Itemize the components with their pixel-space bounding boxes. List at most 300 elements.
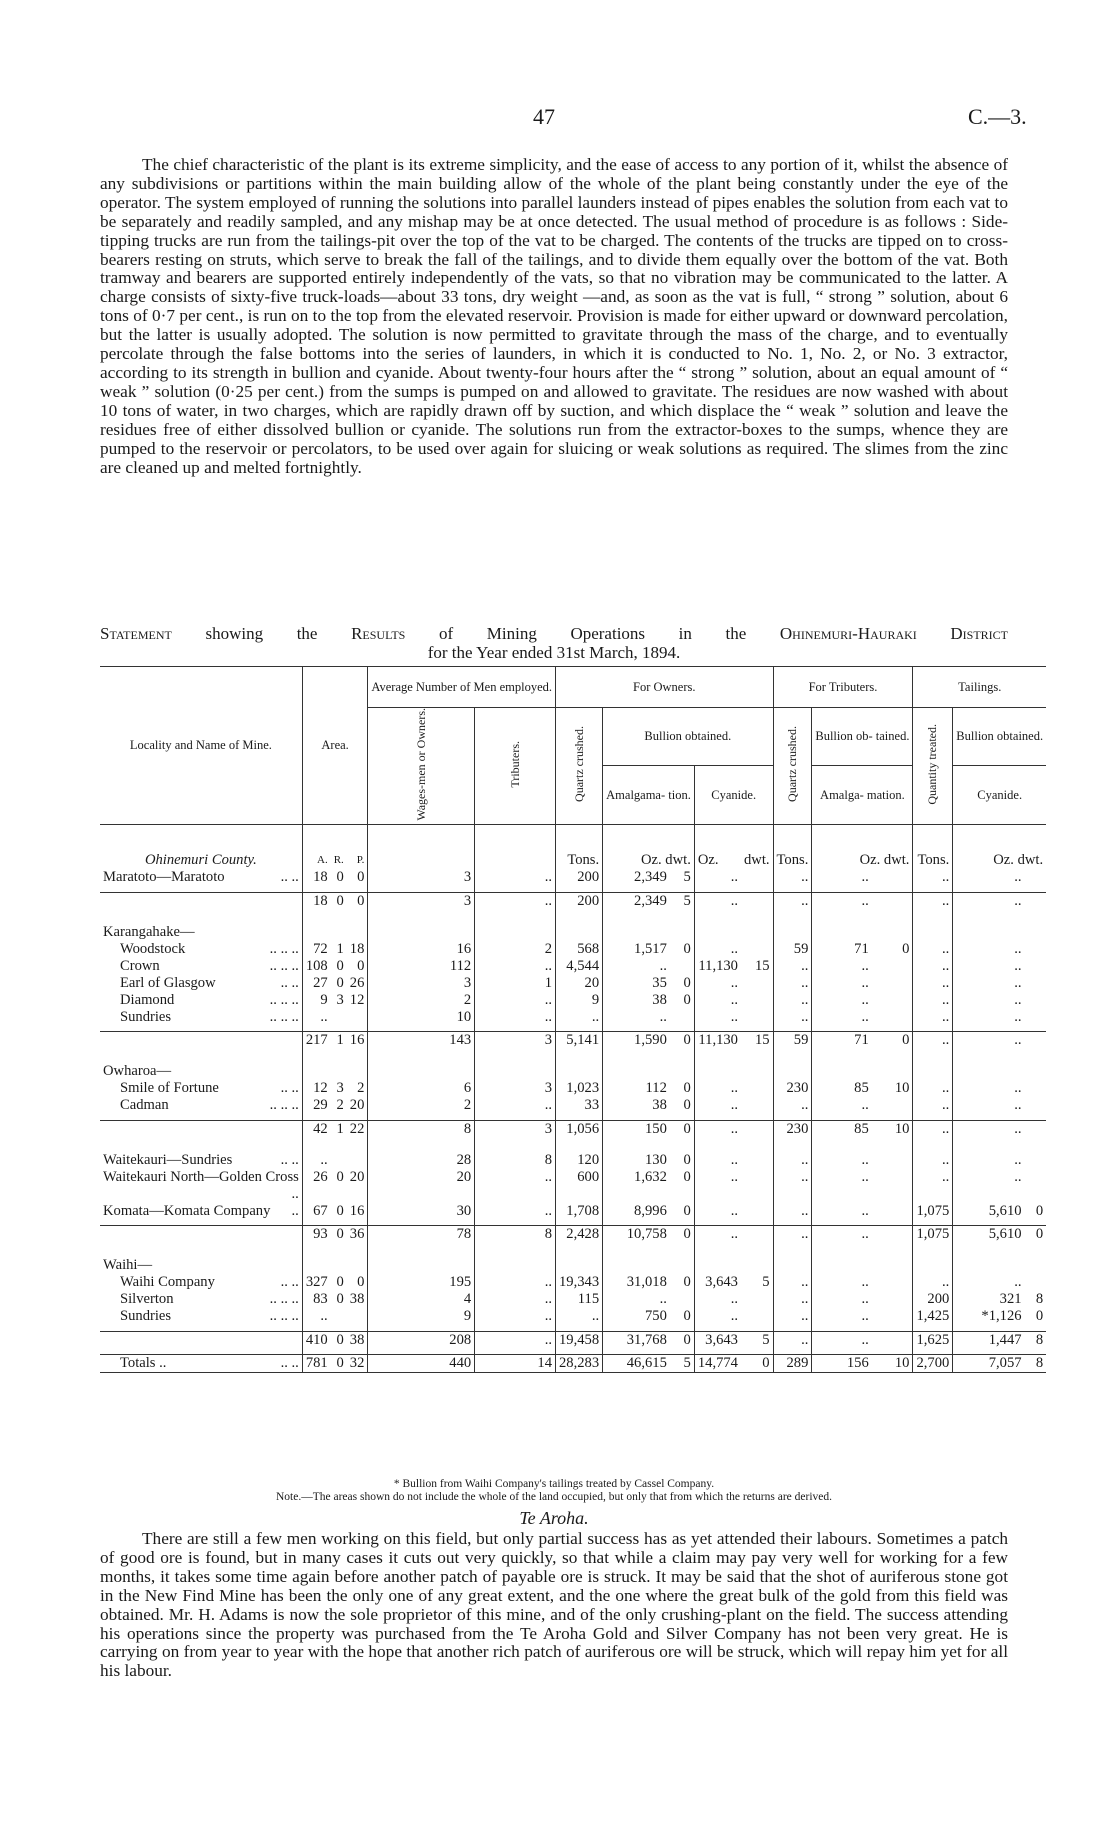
cell-a: 327 — [302, 1274, 330, 1291]
cell-qt: .. — [913, 1274, 953, 1291]
cell-qc: 20 — [556, 975, 603, 992]
cell-cyo: .. — [694, 975, 741, 992]
cell-p: 38 — [349, 1291, 365, 1308]
cell-cyo: .. — [694, 1152, 741, 1169]
cell-qc: 9 — [556, 992, 603, 1009]
cell-r: 1 — [336, 1120, 344, 1137]
cell-tbo: .. — [812, 869, 872, 886]
cell-r: 3 — [336, 1080, 344, 1097]
cell-tbo: .. — [812, 992, 872, 1009]
cell-amd: 0 — [683, 1202, 691, 1219]
cell-tcd — [1025, 892, 1047, 910]
table-row — [100, 1274, 1046, 1291]
cell-tbo: .. — [812, 1226, 872, 1244]
mine-name: Earl of Glasgow — [120, 974, 216, 991]
cell-cyd — [741, 1203, 773, 1220]
total-tco: 7,057 — [953, 1355, 1025, 1373]
cell-tco: 5,610 — [953, 1203, 1025, 1220]
leader-dots: .. .. — [280, 1355, 299, 1372]
group-heading — [100, 924, 1046, 941]
cell-tbo: .. — [812, 1169, 872, 1203]
mine-name: Waitekauri—Sundries — [103, 1151, 233, 1168]
totals-row — [100, 1355, 1046, 1373]
cell-tq: .. — [773, 1169, 812, 1203]
document-reference: C.—3. — [968, 104, 1027, 129]
totals-label: Totals .. — [120, 1355, 167, 1372]
cell-tcd: 0 — [1035, 1202, 1044, 1219]
cell-tbo: .. — [812, 1274, 872, 1291]
cell-cyo: .. — [694, 892, 741, 910]
cell-wm: 28 — [368, 1152, 475, 1169]
statement-district: Ohinemuri-Hauraki District — [779, 624, 1009, 643]
total-tbd: 10 — [894, 1355, 910, 1372]
cell-tr: .. — [475, 1331, 556, 1349]
cell-qc: 120 — [556, 1152, 603, 1169]
cell-tq: .. — [773, 1274, 812, 1291]
cell-amo: 31,018 — [603, 1274, 670, 1291]
cell-tr: .. — [475, 869, 556, 886]
cell-r: 1 — [336, 940, 344, 957]
header-amalgamation: Amalgama- tion. — [603, 766, 695, 824]
cell-cyd — [741, 1120, 773, 1138]
mine-name: Sundries — [120, 1008, 172, 1025]
cell-p: 0 — [357, 892, 365, 909]
statement-period: for the Year ended 31st March, 1894. — [427, 643, 681, 662]
mine-name: Komata—Komata Company — [103, 1202, 271, 1219]
cell-tq: 59 — [773, 1032, 812, 1050]
cell-tq: .. — [773, 869, 812, 886]
cell-amo: 112 — [603, 1080, 670, 1097]
total-tr: 14 — [475, 1355, 556, 1373]
table-row — [100, 1169, 1046, 1203]
unit-tons: Tons. — [773, 852, 812, 869]
cell-tbd — [872, 992, 913, 1009]
cell-amo: .. — [603, 958, 670, 975]
cell-a: 93 — [302, 1226, 330, 1244]
cell-wm: 9 — [368, 1308, 475, 1325]
units-row — [100, 852, 1046, 869]
cell-qt: .. — [913, 1080, 953, 1097]
footnote-areas: Note.—The areas shown do not include the whole of the land occupied, but only that from which the returns are derived. — [276, 1491, 832, 1503]
header-cyanide: Cyanide. — [694, 766, 773, 824]
cell-qt: .. — [913, 1009, 953, 1026]
cell-a: 18 — [302, 869, 330, 886]
header-for-owners: For Owners. — [556, 667, 774, 708]
cell-p: 0 — [357, 869, 365, 886]
county-name: Ohinemuri County. — [144, 852, 257, 869]
group-heading — [100, 1257, 1046, 1274]
cell-cyd — [741, 992, 773, 1009]
cell-tbd: 0 — [902, 1032, 910, 1049]
paragraph-plant-description: The chief characteristic of the plant is its extreme simplicity, and the ease of access to any portion of it, whilst the absence of any subdivisions or partitions within the main building allow of the whole of the plant being constantly under the eye of the operator. The system employed of running the solutions into parallel launders instead of pipes enables the solution from each vat to be separately and readily sampled, and any mishap may be at once detected. The usual method of procedure is as follows : Side-tipping trucks are run from the tailings-pit over the top of the vat to be charged. The contents of the trucks are tipped on to cross-bearers resting on struts, which serve to break the fall of the tailings, and to divide them equally over the bottom of the vat. Both tramway and bearers are supported entirely independently of the vats, so that no vibration may be communicated to the latter. A charge consists of sixty-five truck-loads—about 33 tons, dry weight —and, as soon as the vat is full, “ strong ” solution, about 6 tons of 0·7 per cent., is run on to the top from the elevated reservoir. Provision is made for either upward or downward percolation, but the latter is usually adopted. The solution is now permitted to gravitate through the mass of the charge, and to eventually percolate through the false bottoms into the series of launders, in which it is conducted to No. 1, No. 2, or No. 3 extractor, according to its strength in bullion and cyanide. About twenty-four hours after the “ strong ” solution, about an equal amount of “ weak ” solution (0·25 per cent.) from the sumps is pumped on and allowed to gravitate. The residues are now washed with about 10 tons of water, in two charges, which are rapidly drawn off by suction, and which displace the “ weak ” solution and leave the residues free of either dissolved bullion or cyanide. The solutions run from the extractor-boxes to the sumps, whence they are pumped to the reservoir or percolators, to be used over again for sluicing or weak solutions as required. The slimes from the zinc are cleaned up and melted fortnightly. — [100, 155, 1008, 477]
cell-cyo: 3,643 — [694, 1331, 741, 1349]
cell-cyo: .. — [694, 1097, 741, 1114]
cell-tcd: 0 — [1035, 1308, 1044, 1325]
cell-tcd: 8 — [1035, 1291, 1044, 1308]
mine-name: Waihi Company — [120, 1274, 215, 1291]
cell-tq: .. — [773, 992, 812, 1009]
cell-a: 18 — [302, 892, 330, 910]
cell-a: 83 — [302, 1291, 330, 1308]
cell-amo: 35 — [603, 975, 670, 992]
unit-oz-dwt: Oz. dwt. — [603, 852, 695, 869]
unit-acres: A. — [302, 852, 330, 869]
cell-tbd — [872, 1274, 913, 1291]
leader-dots: .. .. .. — [269, 1097, 299, 1114]
header-locality: Locality and Name of Mine. — [100, 667, 302, 825]
cell-tcd: 8 — [1035, 1331, 1044, 1348]
cell-amo: .. — [603, 1009, 670, 1026]
mine-name: Silverton — [120, 1291, 174, 1308]
cell-wm: 16 — [368, 941, 475, 958]
table-row — [100, 1308, 1046, 1325]
statement-word: Statement — [100, 624, 172, 643]
cell-cyd — [741, 1152, 773, 1169]
cell-tbo: .. — [812, 892, 872, 910]
cell-tq: .. — [773, 1009, 812, 1026]
cell-qt: 1,625 — [913, 1331, 953, 1349]
mine-name: Maratoto—Maratoto — [103, 869, 225, 886]
header-tributers: Tributers. — [475, 708, 556, 825]
cell-tco: .. — [953, 992, 1025, 1009]
unit-oz-dwt: Oz. dwt. — [812, 852, 913, 869]
cell-amo: 130 — [603, 1152, 670, 1169]
cell-tbd — [872, 958, 913, 975]
cell-amd — [670, 1291, 694, 1308]
cell-tco: 5,610 — [953, 1226, 1025, 1244]
subtotal-row — [100, 892, 1046, 910]
cell-amd: 0 — [683, 991, 691, 1008]
cell-tcd — [1025, 1274, 1047, 1291]
total-cyd: 0 — [762, 1355, 770, 1372]
cell-wm: 10 — [368, 1009, 475, 1026]
cell-tco: .. — [953, 1009, 1025, 1026]
cell-qc: 33 — [556, 1097, 603, 1114]
cell-p: 18 — [349, 940, 365, 957]
cell-tcd — [1025, 1032, 1047, 1050]
cell-a: 67 — [302, 1203, 330, 1220]
cell-tq: .. — [773, 1291, 812, 1308]
cell-qc: .. — [556, 1308, 603, 1325]
cell-amo: 1,632 — [603, 1169, 670, 1203]
mine-name: Waitekauri North—Golden Cross — [103, 1168, 299, 1185]
cell-tbo: .. — [812, 1331, 872, 1349]
cell-a: 9 — [302, 992, 330, 1009]
cell-cyo: .. — [694, 941, 741, 958]
cell-tr: .. — [475, 958, 556, 975]
cell-p: 0 — [357, 1274, 365, 1291]
cell-r: 0 — [336, 1168, 344, 1185]
cell-tbd: 10 — [894, 1080, 910, 1097]
cell-wm: 4 — [368, 1291, 475, 1308]
table-row — [100, 958, 1046, 975]
table-row — [100, 1009, 1046, 1026]
section-heading-te-aroha: Te Aroha. — [519, 1508, 589, 1528]
cell-qc: 19,343 — [556, 1274, 603, 1291]
cell-qt: .. — [913, 892, 953, 910]
cell-cyo: .. — [694, 992, 741, 1009]
cell-cyo: .. — [694, 1120, 741, 1138]
total-a: 781 — [302, 1355, 330, 1373]
cell-cyd — [741, 1080, 773, 1097]
cell-tbd — [872, 1009, 913, 1026]
cell-cyd — [741, 941, 773, 958]
cell-cyd — [741, 1097, 773, 1114]
cell-tr: .. — [475, 992, 556, 1009]
header-tailings-bullion: Bullion obtained. — [953, 708, 1046, 766]
cell-r — [331, 1308, 347, 1325]
cell-amd: 0 — [683, 1080, 691, 1097]
cell-qt: .. — [913, 869, 953, 886]
cell-cyd — [741, 892, 773, 910]
cell-r — [331, 1152, 347, 1169]
cell-tco: 1,447 — [953, 1331, 1025, 1349]
subtotal-row — [100, 1032, 1046, 1050]
cell-tbd — [872, 975, 913, 992]
cell-tr: 3 — [475, 1080, 556, 1097]
cell-tr: 3 — [475, 1120, 556, 1138]
cell-tq: .. — [773, 958, 812, 975]
cell-cyo: .. — [694, 1291, 741, 1308]
cell-tbd — [872, 1331, 913, 1349]
leader-dots: .. .. .. — [269, 1008, 299, 1025]
cell-a: 42 — [302, 1120, 330, 1138]
cell-r: 0 — [336, 957, 344, 974]
total-qc: 28,283 — [556, 1355, 603, 1373]
cell-tr: .. — [475, 1009, 556, 1026]
cell-tq: .. — [773, 1308, 812, 1325]
cell-amo: 38 — [603, 1097, 670, 1114]
cell-qc: 1,056 — [556, 1120, 603, 1138]
cell-tco: .. — [953, 1080, 1025, 1097]
cell-tco: .. — [953, 1152, 1025, 1169]
cell-tco: .. — [953, 1120, 1025, 1138]
cell-cyo: .. — [694, 1203, 741, 1220]
header-quartz-crushed: Quartz crushed. — [556, 708, 603, 825]
header-average-men: Average Number of Men employed. — [368, 667, 556, 708]
cell-tco: .. — [953, 941, 1025, 958]
cell-amo: 2,349 — [603, 892, 670, 910]
total-r: 0 — [336, 1355, 344, 1372]
table-row — [100, 941, 1046, 958]
cell-tr: .. — [475, 1169, 556, 1203]
cell-amd: 0 — [683, 1168, 691, 1185]
cell-a: 72 — [302, 941, 330, 958]
cell-tbo: .. — [812, 975, 872, 992]
cell-qc: 2,428 — [556, 1226, 603, 1244]
cell-qc: 200 — [556, 892, 603, 910]
cell-qt: .. — [913, 1032, 953, 1050]
unit-oz: Oz. — [694, 852, 741, 869]
cell-r: 0 — [336, 1226, 344, 1243]
cell-p: 26 — [349, 974, 365, 991]
header-trib-amalgamation: Amalga- mation. — [812, 766, 913, 824]
cell-amo: 1,517 — [603, 941, 670, 958]
cell-tr: .. — [475, 1274, 556, 1291]
cell-tbo: .. — [812, 1291, 872, 1308]
cell-tco: .. — [953, 869, 1025, 886]
header-tailings: Tailings. — [913, 667, 1046, 708]
cell-qt: 1,425 — [913, 1308, 953, 1325]
cell-qc: 200 — [556, 869, 603, 886]
cell-tq: .. — [773, 1203, 812, 1220]
cell-tq: .. — [773, 892, 812, 910]
mine-name: Diamond — [120, 991, 175, 1008]
paragraph-te-aroha: There are still a few men working on this field, but only partial success has as yet attended their labours. Sometimes a patch of good ore is found, but in many cases it cuts out very quickly, so that while a claim may pay very well for working for a few months, it takes some time again before another patch of payable ore is struck. It may be said that the shot of auriferous stone got in the New Find Mine has been the only one of any great extent, and the one where the great bulk of the gold from this field was obtained. Mr. H. Adams is now the sole proprietor of this mine, and of the only crushing-plant on the field. The success attending his operations since the property was purchased from the Te Aroha Gold and Silver Company has not been very great. He is carrying on from year to year with the hope that another rich patch of auriferous ore will be struck, which will repay him yet for all his labour. — [100, 1529, 1008, 1681]
header-for-tributers: For Tributers. — [773, 667, 913, 708]
cell-amd: 0 — [683, 1120, 691, 1137]
cell-tbd — [872, 1291, 913, 1308]
cell-tco: .. — [953, 1274, 1025, 1291]
cell-r: 0 — [336, 1202, 344, 1219]
cell-amo: 31,768 — [603, 1331, 670, 1349]
mine-name: Sundries — [120, 1308, 172, 1325]
cell-r: 0 — [336, 869, 344, 886]
cell-tcd — [1025, 1152, 1047, 1169]
statement-word: of Mining Operations in the — [438, 624, 747, 643]
cell-amo: 38 — [603, 992, 670, 1009]
unit-tons: Tons. — [913, 852, 953, 869]
table-row — [100, 1203, 1046, 1220]
cell-tr: .. — [475, 1308, 556, 1325]
cell-tbo: 71 — [812, 1032, 872, 1050]
cell-cyo: 11,130 — [694, 958, 741, 975]
cell-tq: 230 — [773, 1120, 812, 1138]
cell-tco: .. — [953, 975, 1025, 992]
cell-amd: 0 — [683, 1331, 691, 1348]
cell-cyd — [741, 1169, 773, 1203]
leader-dots: .. .. — [280, 869, 299, 886]
cell-r: 0 — [336, 1291, 344, 1308]
cell-p — [347, 1152, 368, 1169]
cell-tbo: 85 — [812, 1080, 872, 1097]
leader-dots: .. .. — [280, 1274, 299, 1291]
mine-name: Woodstock — [120, 940, 186, 957]
unit-oz-dwt: Oz. dwt. — [953, 852, 1046, 869]
cell-tcd — [1025, 975, 1047, 992]
cell-cyo: .. — [694, 869, 741, 886]
cell-qc: 4,544 — [556, 958, 603, 975]
cell-wm: 2 — [368, 992, 475, 1009]
cell-cyd — [741, 975, 773, 992]
cell-tbd — [872, 892, 913, 910]
cell-tbo: .. — [812, 958, 872, 975]
cell-tco: .. — [953, 1097, 1025, 1114]
cell-wm: 8 — [368, 1120, 475, 1138]
cell-qt: .. — [913, 975, 953, 992]
total-qt: 2,700 — [913, 1355, 953, 1373]
cell-cyo: 11,130 — [694, 1032, 741, 1050]
total-tq: 289 — [773, 1355, 812, 1373]
leader-dots: .. .. .. — [269, 1308, 299, 1325]
cell-wm: 30 — [368, 1203, 475, 1220]
cell-tq: 59 — [773, 941, 812, 958]
header-area: Area. — [302, 667, 368, 825]
table-row — [100, 975, 1046, 992]
group-name: Karangahake— — [103, 923, 195, 940]
header-row — [100, 667, 1046, 708]
cell-qt: .. — [913, 941, 953, 958]
cell-cyo: .. — [694, 1080, 741, 1097]
cell-tco: .. — [953, 892, 1025, 910]
table-row — [100, 1152, 1046, 1169]
cell-p: 12 — [349, 991, 365, 1008]
cell-tcd — [1025, 1080, 1047, 1097]
cell-tr: 8 — [475, 1226, 556, 1244]
table-row — [100, 869, 1046, 886]
cell-tbd — [872, 1203, 913, 1220]
cell-p: 36 — [349, 1226, 365, 1243]
cell-wm: 208 — [368, 1331, 475, 1349]
cell-qc: 600 — [556, 1169, 603, 1203]
cell-p: 16 — [349, 1202, 365, 1219]
cell-tbd — [872, 1097, 913, 1114]
statement-word: Results — [351, 624, 406, 643]
cell-tbo: 85 — [812, 1120, 872, 1138]
total-amd: 5 — [683, 1355, 691, 1372]
cell-amo: 2,349 — [603, 869, 670, 886]
cell-p: 20 — [349, 1097, 365, 1114]
leader-dots: .. .. .. — [269, 991, 299, 1008]
cell-tq: .. — [773, 1226, 812, 1244]
cell-tr: .. — [475, 1203, 556, 1220]
page-number: 47 — [533, 104, 555, 129]
cell-wm: 3 — [368, 892, 475, 910]
cell-cyd — [741, 1226, 773, 1244]
cell-tr: 3 — [475, 1032, 556, 1050]
cell-cyo: 3,643 — [694, 1274, 741, 1291]
cell-cyd — [741, 1291, 773, 1308]
cell-a: 27 — [302, 975, 330, 992]
cell-amd: 0 — [683, 1308, 691, 1325]
cell-qt: .. — [913, 958, 953, 975]
cell-amo: 150 — [603, 1120, 670, 1138]
cell-a: 26 — [302, 1169, 330, 1203]
unit-tons: Tons. — [556, 852, 603, 869]
cell-tcd — [1025, 1120, 1047, 1138]
cell-amd: 0 — [683, 974, 691, 991]
subtotal-row — [100, 1120, 1046, 1138]
cell-cyo: .. — [694, 1308, 741, 1325]
cell-amd: 0 — [683, 1226, 691, 1243]
cell-qt: .. — [913, 1120, 953, 1138]
cell-amo: 750 — [603, 1308, 670, 1325]
cell-amd — [670, 958, 694, 975]
cell-tbd — [872, 1169, 913, 1203]
total-tcd: 8 — [1035, 1355, 1044, 1372]
cell-amd: 0 — [683, 1032, 691, 1049]
leader-dots: .. — [291, 1185, 299, 1202]
cell-qc: 115 — [556, 1291, 603, 1308]
unit-perches: P. — [356, 854, 365, 867]
cell-amd: 5 — [683, 869, 691, 886]
cell-tbd — [872, 1152, 913, 1169]
cell-qt: 1,075 — [913, 1203, 953, 1220]
cell-qt: .. — [913, 1097, 953, 1114]
cell-tr: 1 — [475, 975, 556, 992]
cell-tco: *1,126 — [953, 1308, 1025, 1325]
group-name: Owharoa— — [103, 1063, 172, 1080]
cell-wm: 195 — [368, 1274, 475, 1291]
unit-dwt: dwt. — [743, 852, 770, 869]
cell-tco: .. — [953, 958, 1025, 975]
cell-p — [347, 1308, 368, 1325]
cell-tcd: 0 — [1035, 1226, 1044, 1243]
cell-r: 0 — [336, 1331, 344, 1348]
cell-a: .. — [302, 1152, 330, 1169]
cell-p: 16 — [349, 1032, 365, 1049]
cell-r: 2 — [336, 1097, 344, 1114]
